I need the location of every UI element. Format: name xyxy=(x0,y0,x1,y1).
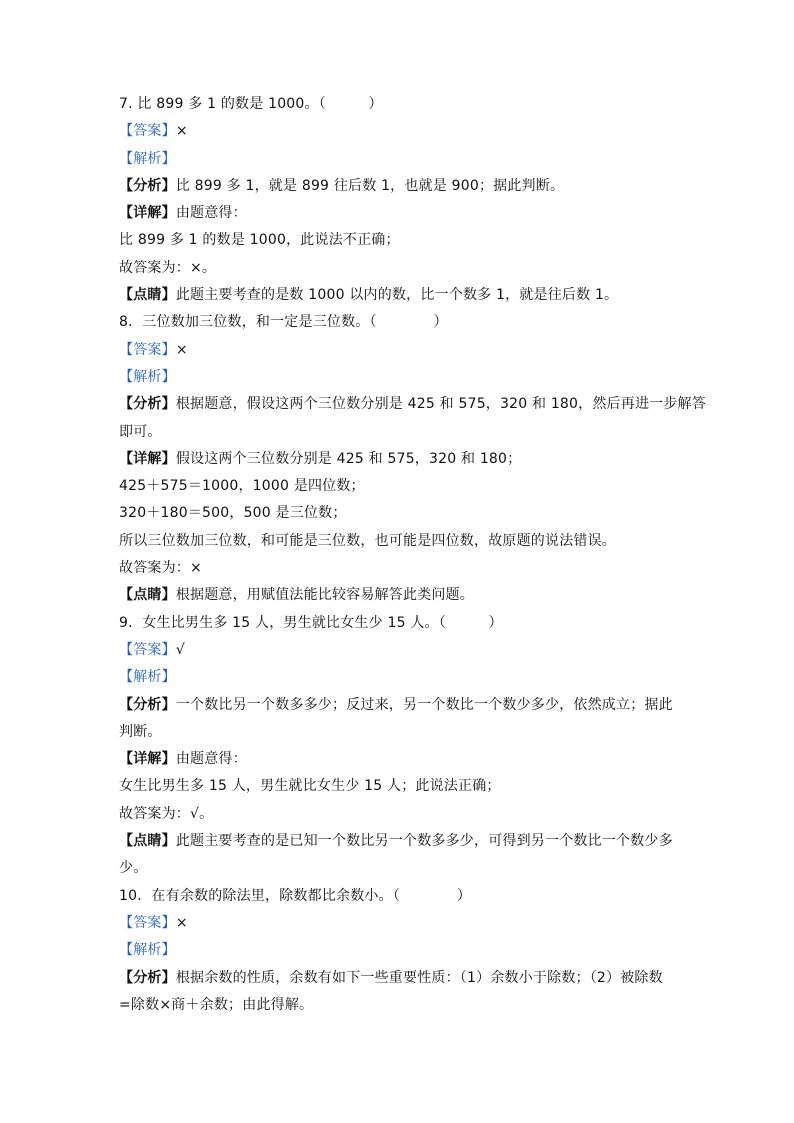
xiangjie-tag: 【详解】 xyxy=(119,205,176,222)
answer-line xyxy=(119,910,679,937)
fenxi-line xyxy=(119,992,679,1019)
xiangjie-detail-text: 所以三位数加三位数，和可能是三位数，也可能是四位数，故原题的说法错误。 xyxy=(119,532,616,549)
dianjing-text: 此题主要考查的是已知一个数比另一个数多多少，可得到另一个数比一个数少多 xyxy=(175,833,673,850)
analysis-tag: 【解析】 xyxy=(119,368,176,385)
fenxi-text: 比 899 多 1，就是 899 往后数 1，也就是 900；据此判断。 xyxy=(175,177,565,194)
analysis-heading xyxy=(119,664,679,691)
xiangjie-detail-line xyxy=(119,227,679,254)
xiangjie-line xyxy=(119,446,679,473)
fenxi-line xyxy=(119,391,706,418)
analysis-tag: 【解析】 xyxy=(119,150,176,167)
xiangjie-detail-line xyxy=(119,500,679,527)
answer-value: √ xyxy=(175,641,185,658)
answer-value: × xyxy=(175,123,188,140)
xiangjie-detail-text: 比 899 多 1 的数是 1000，此说法不正确； xyxy=(119,232,400,249)
question-stem xyxy=(119,883,679,910)
fenxi-line xyxy=(119,965,679,992)
analysis-heading xyxy=(119,937,679,964)
dianjing-tag: 【点睛】 xyxy=(119,287,176,304)
xiangjie-detail-text: 故答案为：√。 xyxy=(119,805,214,822)
dianjing-text: 根据题意，用赋值法能比较容易解答此类问题。 xyxy=(175,587,475,604)
xiangjie-line xyxy=(119,200,679,227)
xiangjie-detail-line xyxy=(119,255,679,282)
answer-line xyxy=(119,118,679,145)
dianjing-tag: 【点睛】 xyxy=(119,587,176,604)
xiangjie-text: 由题意得： xyxy=(175,205,247,222)
fenxi-line xyxy=(119,692,679,719)
xiangjie-detail-line xyxy=(119,473,679,500)
xiangjie-text: 由题意得： xyxy=(175,751,247,768)
answer-value: × xyxy=(175,341,188,358)
fenxi-text: 一个数比另一个数多多少；反过来，另一个数比一个数少多少，依然成立；据此 xyxy=(175,696,673,713)
xiangjie-text: 假设这两个三位数分别是 425 和 575，320 和 180； xyxy=(175,450,522,467)
dianjing-text: 少。 xyxy=(119,860,148,877)
xiangjie-line xyxy=(119,746,679,773)
question-stem-text: 8．三位数加三位数，和一定是三位数。（ ） xyxy=(119,314,448,331)
xiangjie-detail-line xyxy=(119,528,679,555)
analysis-heading xyxy=(119,146,679,173)
xiangjie-detail-text: 故答案为：×。 xyxy=(119,259,217,276)
fenxi-line xyxy=(119,419,679,446)
fenxi-text: =除数×商＋余数；由此得解。 xyxy=(119,996,314,1013)
answer-tag: 【答案】 xyxy=(119,123,176,140)
dianjing-line xyxy=(119,855,679,882)
answer-tag: 【答案】 xyxy=(119,641,176,658)
document-page xyxy=(119,91,706,1019)
fenxi-line xyxy=(119,719,679,746)
question-stem-text: 9．女生比男生多 15 人，男生就比女生少 15 人。（ ） xyxy=(119,614,503,631)
question-stem-text: 7. 比 899 多 1 的数是 1000。（ ） xyxy=(119,96,383,112)
answer-line xyxy=(119,637,679,664)
xiangjie-detail-text: 女生比男生多 15 人，男生就比女生少 15 人；此说法正确； xyxy=(119,778,501,795)
xiangjie-detail-text: 320＋180＝500，500 是三位数； xyxy=(119,505,347,522)
answer-line xyxy=(119,337,679,364)
dianjing-line xyxy=(119,828,679,855)
analysis-tag: 【解析】 xyxy=(119,669,176,686)
question-stem-text: 10．在有余数的除法里，除数都比余数小。（ ） xyxy=(119,887,472,904)
fenxi-text: 即可。 xyxy=(119,423,162,440)
xiangjie-tag: 【详解】 xyxy=(119,751,176,768)
question-stem xyxy=(119,309,679,336)
question-stem xyxy=(119,91,679,118)
dianjing-line xyxy=(119,582,679,609)
answer-value: × xyxy=(175,914,188,931)
dianjing-line xyxy=(119,282,679,309)
xiangjie-detail-text: 425＋575＝1000，1000 是四位数； xyxy=(119,478,365,495)
xiangjie-detail-line xyxy=(119,773,679,800)
fenxi-text: 根据余数的性质，余数有如下一些重要性质：（1）余数小于除数；（2）被除数 xyxy=(175,969,663,986)
fenxi-line xyxy=(119,173,679,200)
fenxi-tag: 【分析】 xyxy=(119,969,176,986)
question-stem xyxy=(119,610,679,637)
fenxi-text: 根据题意，假设这两个三位数分别是 425 和 575，320 和 180，然后再进一步解答 xyxy=(175,396,706,413)
xiangjie-detail-line xyxy=(119,555,679,582)
dianjing-text: 此题主要考查的是数 1000 以内的数，比一个数多 1，就是往后数 1。 xyxy=(175,287,619,304)
fenxi-tag: 【分析】 xyxy=(119,177,176,194)
answer-tag: 【答案】 xyxy=(119,914,176,931)
xiangjie-detail-text: 故答案为：× xyxy=(119,560,202,577)
xiangjie-detail-line xyxy=(119,801,679,828)
answer-tag: 【答案】 xyxy=(119,341,176,358)
analysis-heading xyxy=(119,364,679,391)
xiangjie-tag: 【详解】 xyxy=(119,450,176,467)
analysis-tag: 【解析】 xyxy=(119,942,176,959)
dianjing-tag: 【点睛】 xyxy=(119,833,176,850)
fenxi-text: 判断。 xyxy=(119,723,162,740)
fenxi-tag: 【分析】 xyxy=(119,396,176,413)
fenxi-tag: 【分析】 xyxy=(119,696,176,713)
